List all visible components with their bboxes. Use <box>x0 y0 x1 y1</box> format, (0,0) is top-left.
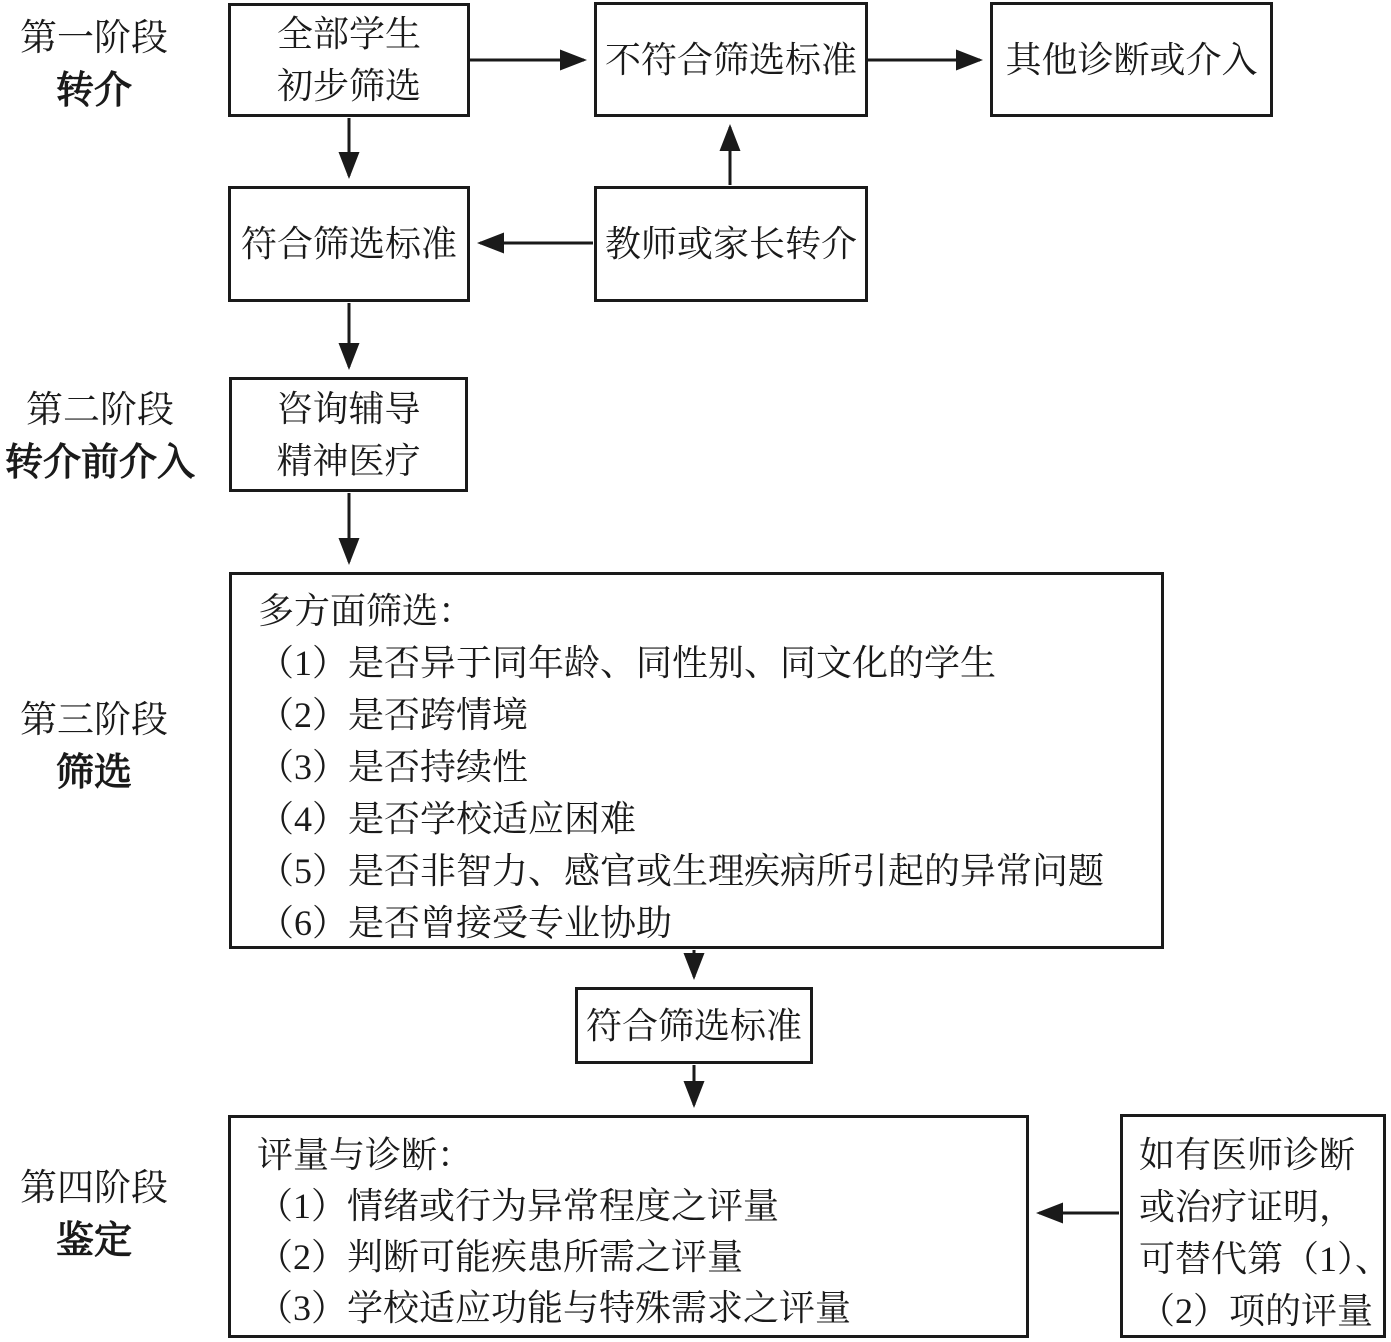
box-meets-criteria-1 <box>228 186 470 302</box>
stage-1-name: 转介 <box>55 70 132 112</box>
screening-title: 多方面筛选： <box>258 591 475 631</box>
assessment-item: （2）判断可能疾患所需之评量 <box>257 1237 744 1277</box>
stage-1-label <box>8 16 180 114</box>
box-meets-criteria-2 <box>575 987 813 1064</box>
box-all-students-initial-screening <box>228 3 470 117</box>
screening-item: （6）是否曾接受专业协助 <box>258 903 673 943</box>
box-counseling-psychiatric-care <box>229 377 468 492</box>
stage-4-label <box>8 1166 180 1264</box>
assessment-title: 评量与诊断： <box>257 1135 474 1175</box>
doctor-note-line: 或治疗证明， <box>1139 1187 1356 1227</box>
box-other-diagnosis-intervention <box>990 2 1273 117</box>
screening-item: （4）是否学校适应困难 <box>258 799 637 839</box>
stage-4-name: 鉴定 <box>55 1220 132 1262</box>
box-line: 其他诊断或介入 <box>1005 39 1258 80</box>
box-doctor-certificate-note <box>1120 1114 1391 1338</box>
box-multifaceted-screening <box>229 572 1164 949</box>
screening-item: （3）是否持续性 <box>258 747 529 787</box>
screening-item: （5）是否非智力、感官或生理疾病所引起的异常问题 <box>258 851 1105 891</box>
box-line: 不符合筛选标准 <box>604 39 857 80</box>
assessment-item: （1）情绪或行为异常程度之评量 <box>257 1186 780 1226</box>
stage-3-phase: 第三阶段 <box>20 700 168 741</box>
box-line: 全部学生 <box>276 14 421 54</box>
box-line: 教师或家长转介 <box>604 224 857 264</box>
stage-3-name: 筛选 <box>55 752 132 794</box>
screening-item: （1）是否异于同年龄、同性别、同文化的学生 <box>258 643 997 683</box>
box-line: 初步筛选 <box>276 66 421 106</box>
doctor-note-line: 可替代第（1）、 <box>1139 1239 1391 1279</box>
box-line: 符合筛选标准 <box>240 224 457 264</box>
stage-2-phase: 第二阶段 <box>26 390 174 431</box>
stage-2-name: 转介前介入 <box>4 442 195 484</box>
stage-2-label <box>0 388 200 486</box>
box-assessment-diagnosis <box>228 1115 1029 1338</box>
box-line: 符合筛选标准 <box>585 1005 802 1046</box>
stage-4-phase: 第四阶段 <box>20 1168 168 1209</box>
doctor-note-line: 如有医师诊断 <box>1139 1135 1356 1175</box>
box-line: 精神医疗 <box>276 440 421 481</box>
assessment-item: （3）学校适应功能与特殊需求之评量 <box>257 1288 852 1328</box>
screening-item: （2）是否跨情境 <box>258 695 529 735</box>
box-teacher-parent-referral <box>594 186 868 302</box>
stage-3-label <box>8 698 180 796</box>
box-not-meeting-criteria <box>594 2 868 117</box>
doctor-note-line: （2）项的评量 <box>1139 1291 1374 1331</box>
stage-1-phase: 第一阶段 <box>20 18 168 59</box>
box-line: 咨询辅导 <box>276 388 421 429</box>
